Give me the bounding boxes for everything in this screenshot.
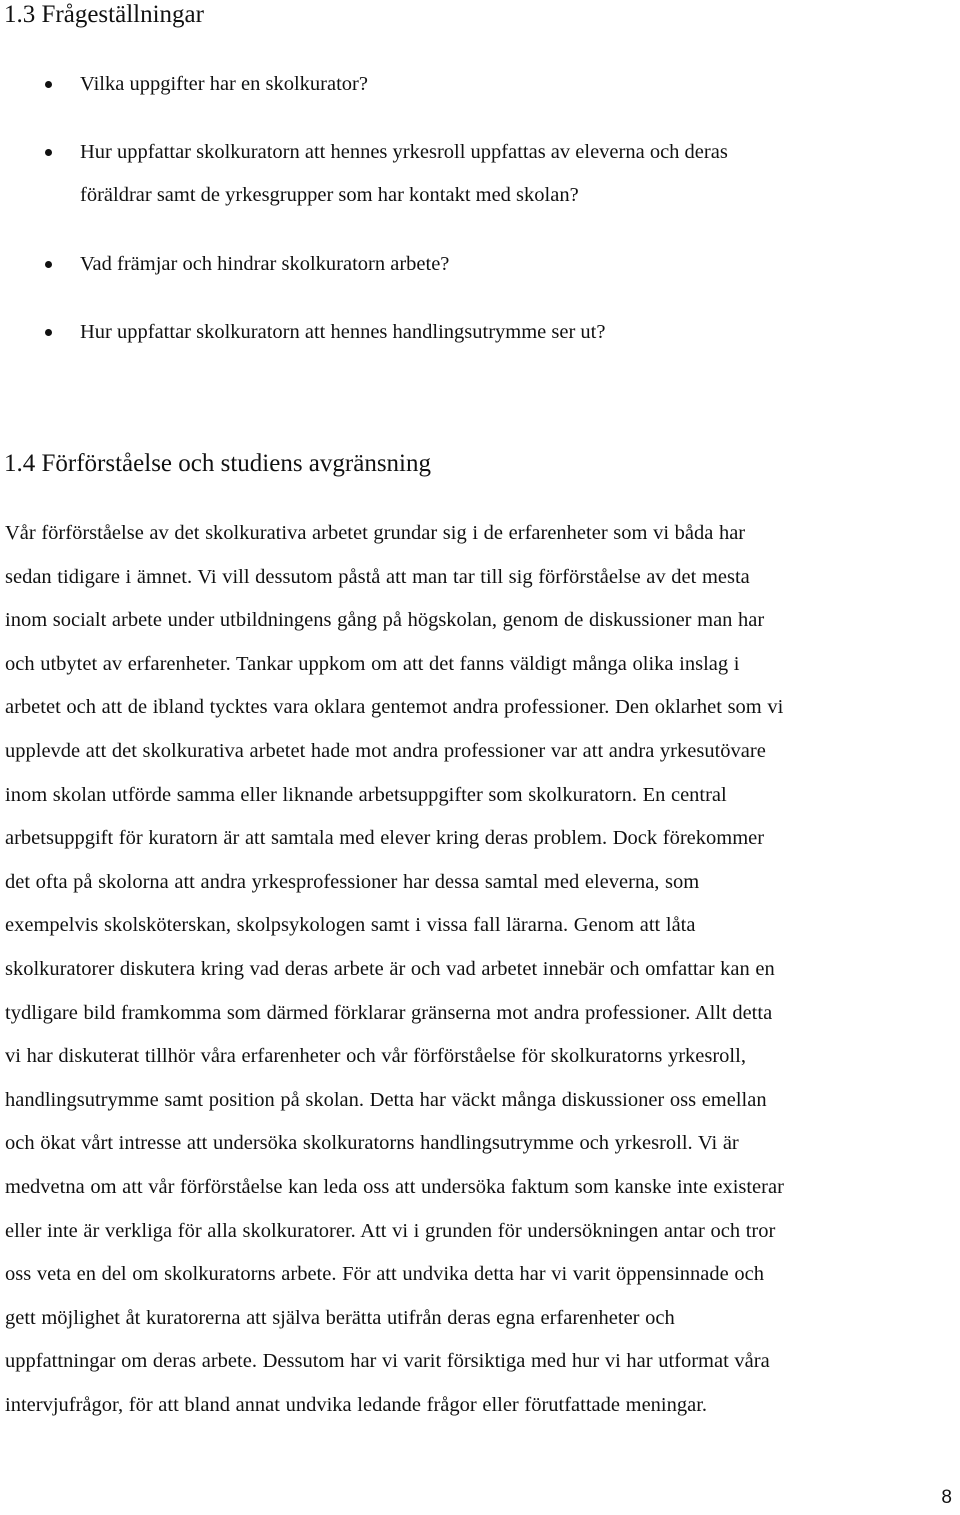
body-line: vi har diskuterat tillhör våra erfarenheter och vår förförståelse för skolkuratorns yrkesroll, (5, 1045, 746, 1068)
body-line: handlingsutrymme samt position på skolan. Detta har väckt många diskussioner oss emellan (5, 1088, 767, 1111)
section-heading-1-3: 1.3 Frågeställningar (4, 1, 204, 28)
body-line: och ökat vårt intresse att undersöka skolkuratorns handlingsutrymme och yrkesroll. Vi är (5, 1132, 739, 1155)
section-heading-1-4: 1.4 Förförståelse och studiens avgränsning (4, 450, 432, 477)
body-line: exempelvis skolsköterskan, skolpsykologen samt i vissa fall lärarna. Genom att låta (5, 914, 696, 937)
bullet-dot-icon (45, 81, 52, 88)
question-line: Hur uppfattar skolkuratorn att hennes yrkesroll uppfattas av eleverna och deras (80, 141, 728, 163)
question-line: Hur uppfattar skolkuratorn att hennes handlingsutrymme ser ut? (80, 321, 606, 343)
bullet-dot-icon (45, 149, 52, 156)
body-line: det ofta på skolorna att andra yrkesprofessioner har dessa samtal med eleverna, som (5, 870, 700, 893)
bullet-dot-icon (45, 261, 52, 268)
bullet-dot-icon (45, 329, 52, 336)
question-line: föräldrar samt de yrkesgrupper som har kontakt med skolan? (80, 184, 579, 206)
body-paragraph (5, 512, 960, 1427)
body-line: eller inte är verkliga för alla skolkuratorer. Att vi i grunden för undersökningen antar och tror (5, 1219, 776, 1242)
question-line: Vad främjar och hindrar skolkuratorn arbete? (80, 253, 450, 275)
body-line: inom skolan utförde samma eller liknande arbetsuppgifter som skolkuratorn. En central (5, 783, 727, 806)
body-line: inom socialt arbete under utbildningens gång på högskolan, genom de diskussioner man har (5, 609, 765, 632)
body-line: arbetet och att de ibland tycktes vara oklara gentemot andra professioner. Den oklarhet som vi (5, 696, 784, 719)
question-text (80, 63, 940, 106)
body-line: skolkuratorer diskutera kring vad deras arbete är och vad arbetet innebär och omfattar kan en (5, 957, 775, 980)
body-line: gett möjlighet åt kuratorerna att själva berätta utifrån deras egna erfarenheter och (5, 1306, 675, 1329)
body-line: oss veta en del om skolkuratorns arbete. För att undvika detta har vi varit öppensinnade och (5, 1263, 764, 1286)
body-line: och utbytet av erfarenheter. Tankar uppkom om att det fanns väldigt många olika inslag i (5, 652, 740, 675)
body-line: uppfattningar om deras arbete. Dessutom har vi varit försiktiga med hur vi har utformat våra (5, 1350, 770, 1373)
body-line: tydligare bild framkomma som därmed förklarar gränserna mot andra professioner. Allt detta (5, 1001, 773, 1024)
body-line: medvetna om att vår förförståelse kan leda oss att undersöka faktum som kanske inte existerar (5, 1175, 784, 1198)
question-text (80, 131, 940, 217)
question-text (80, 311, 940, 354)
body-line: intervjufrågor, för att bland annat undvika ledande frågor eller förutfattade meningar. (5, 1393, 708, 1416)
body-line: arbetsuppgift för kuratorn är att samtala med elever kring deras problem. Dock förekommer (5, 827, 765, 850)
body-line: upplevde att det skolkurativa arbetet hade mot andra professioner var att andra yrkesutövare (5, 739, 766, 762)
body-line: sedan tidigare i ämnet. Vi vill dessutom påstå att man tar till sig förförståelse av det mesta (5, 565, 750, 588)
page-number: 8 (941, 1487, 952, 1508)
body-line: Vår förförståelse av det skolkurativa arbetet grundar sig i de erfarenheter som vi båda har (5, 522, 746, 544)
question-line: Vilka uppgifter har en skolkurator? (80, 73, 368, 95)
question-text (80, 243, 940, 286)
